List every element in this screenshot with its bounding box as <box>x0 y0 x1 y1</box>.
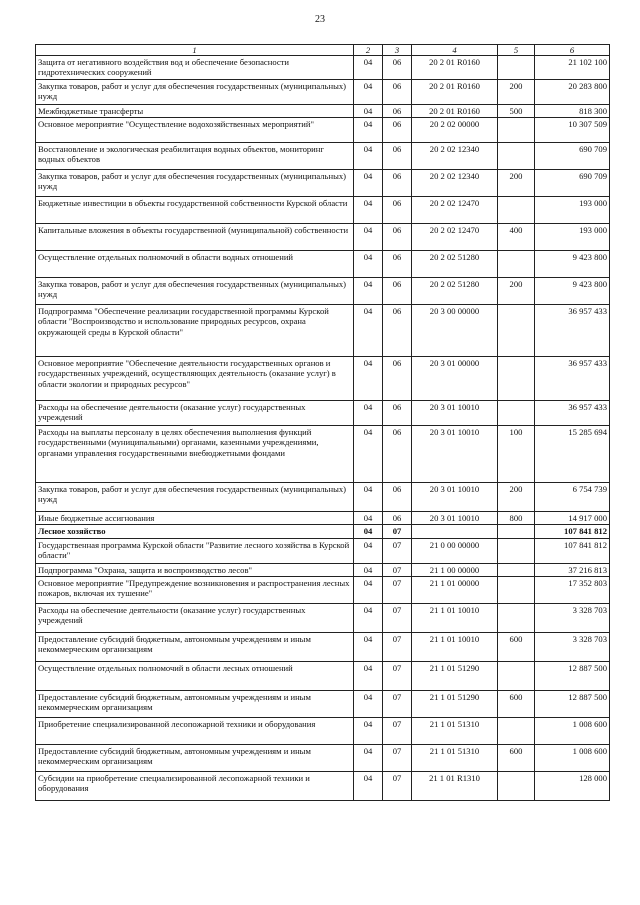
table-row <box>36 771 610 800</box>
cell-expense-type <box>498 603 535 632</box>
cell-expense-type: 400 <box>498 224 535 251</box>
cell-section: 04 <box>354 197 383 224</box>
cell-expense-type <box>498 143 535 170</box>
cell-amount: 1 008 600 <box>535 744 610 771</box>
cell-name: Закупка товаров, работ и услуг для обеспечения государственных (муниципальных) нужд <box>36 483 354 512</box>
cell-name: Расходы на обеспечение деятельности (оказание услуг) государственных учреждений <box>36 603 354 632</box>
cell-expense-type: 100 <box>498 426 535 483</box>
cell-name: Закупка товаров, работ и услуг для обеспечения государственных (муниципальных) нужд <box>36 170 354 197</box>
cell-target-article: 21 1 01 51290 <box>412 690 498 717</box>
cell-subsection: 07 <box>383 661 412 690</box>
cell-name: Лесное хозяйство <box>36 525 354 538</box>
cell-name: Предоставление субсидий бюджетным, автономным учреждениям и иным некоммерческим организациям <box>36 744 354 771</box>
cell-section: 04 <box>354 80 383 105</box>
cell-section: 04 <box>354 603 383 632</box>
cell-target-article: 20 3 00 00000 <box>412 305 498 357</box>
cell-target-article: 20 2 01 R0160 <box>412 56 498 80</box>
cell-subsection: 06 <box>383 305 412 357</box>
cell-expense-type <box>498 251 535 278</box>
cell-subsection: 06 <box>383 80 412 105</box>
cell-name: Иные бюджетные ассигнования <box>36 512 354 525</box>
cell-amount: 3 328 703 <box>535 603 610 632</box>
cell-amount: 9 423 800 <box>535 278 610 305</box>
table-row <box>36 105 610 118</box>
cell-section: 04 <box>354 512 383 525</box>
cell-name: Основное мероприятие "Предупреждение возникновения и распространения лесных пожаров, включая их тушение" <box>36 576 354 603</box>
cell-subsection: 07 <box>383 563 412 576</box>
table-row <box>36 401 610 426</box>
cell-expense-type: 500 <box>498 105 535 118</box>
column-header-target-article: 4 <box>412 45 498 56</box>
cell-expense-type: 600 <box>498 744 535 771</box>
table-row <box>36 357 610 401</box>
table-row <box>36 661 610 690</box>
cell-target-article: 20 2 02 12470 <box>412 224 498 251</box>
cell-section: 04 <box>354 576 383 603</box>
table-row <box>36 170 610 197</box>
cell-expense-type: 200 <box>498 80 535 105</box>
table-row <box>36 305 610 357</box>
cell-section: 04 <box>354 143 383 170</box>
cell-section: 04 <box>354 251 383 278</box>
cell-amount: 37 216 813 <box>535 563 610 576</box>
cell-target-article: 20 2 02 51280 <box>412 278 498 305</box>
cell-expense-type: 200 <box>498 170 535 197</box>
cell-section: 04 <box>354 483 383 512</box>
cell-subsection: 07 <box>383 538 412 563</box>
cell-target-article: 21 0 00 00000 <box>412 538 498 563</box>
cell-amount: 3 328 703 <box>535 632 610 661</box>
cell-target-article: 20 2 01 R0160 <box>412 105 498 118</box>
cell-amount: 14 917 000 <box>535 512 610 525</box>
cell-name: Субсидии на приобретение специализированной лесопожарной техники и оборудования <box>36 771 354 800</box>
cell-expense-type <box>498 717 535 744</box>
cell-name: Расходы на обеспечение деятельности (оказание услуг) государственных учреждений <box>36 401 354 426</box>
cell-expense-type <box>498 525 535 538</box>
cell-section: 04 <box>354 56 383 80</box>
cell-name: Восстановление и экологическая реабилитация водных объектов, мониторинг водных объектов <box>36 143 354 170</box>
cell-section: 04 <box>354 744 383 771</box>
cell-expense-type: 600 <box>498 690 535 717</box>
cell-section: 04 <box>354 717 383 744</box>
column-header-amount: 6 <box>535 45 610 56</box>
cell-amount: 10 307 509 <box>535 118 610 143</box>
cell-amount: 9 423 800 <box>535 251 610 278</box>
cell-expense-type <box>498 357 535 401</box>
table-row <box>36 56 610 80</box>
cell-section: 04 <box>354 690 383 717</box>
cell-expense-type: 800 <box>498 512 535 525</box>
cell-target-article: 21 1 01 00000 <box>412 576 498 603</box>
cell-amount: 6 754 739 <box>535 483 610 512</box>
cell-name: Капитальные вложения в объекты государственной (муниципальной) собственности <box>36 224 354 251</box>
table-row <box>36 525 610 538</box>
cell-expense-type <box>498 576 535 603</box>
cell-target-article: 20 3 01 10010 <box>412 512 498 525</box>
column-header-section: 2 <box>354 45 383 56</box>
cell-target-article: 21 1 01 10010 <box>412 603 498 632</box>
cell-target-article: 20 3 01 10010 <box>412 426 498 483</box>
cell-name: Предоставление субсидий бюджетным, автономным учреждениям и иным некоммерческим организациям <box>36 632 354 661</box>
cell-subsection: 07 <box>383 744 412 771</box>
table-row <box>36 143 610 170</box>
cell-expense-type <box>498 118 535 143</box>
cell-section: 04 <box>354 771 383 800</box>
cell-expense-type: 200 <box>498 483 535 512</box>
cell-name: Предоставление субсидий бюджетным, автономным учреждениям и иным некоммерческим организациям <box>36 690 354 717</box>
cell-target-article: 20 2 01 R0160 <box>412 80 498 105</box>
cell-amount: 690 709 <box>535 170 610 197</box>
cell-amount: 36 957 433 <box>535 401 610 426</box>
cell-target-article: 20 2 02 51280 <box>412 251 498 278</box>
column-header-name: 1 <box>36 45 354 56</box>
table-row <box>36 426 610 483</box>
cell-section: 04 <box>354 357 383 401</box>
cell-name: Подпрограмма "Обеспечение реализации государственной программы Курской области "Воспроизводство и использование природных ресурсов, охрана окружающей среды в Курской области" <box>36 305 354 357</box>
cell-target-article: 21 1 01 51310 <box>412 717 498 744</box>
cell-amount: 818 300 <box>535 105 610 118</box>
cell-expense-type <box>498 563 535 576</box>
cell-subsection: 06 <box>383 143 412 170</box>
cell-section: 04 <box>354 170 383 197</box>
cell-section: 04 <box>354 538 383 563</box>
cell-target-article: 20 2 02 12340 <box>412 170 498 197</box>
cell-amount: 12 887 500 <box>535 661 610 690</box>
cell-name: Защита от негативного воздействия вод и обеспечение безопасности гидротехнических сооружений <box>36 56 354 80</box>
page-number: 23 <box>315 14 325 25</box>
cell-expense-type <box>498 305 535 357</box>
table-row <box>36 717 610 744</box>
column-header-subsection: 3 <box>383 45 412 56</box>
cell-name: Бюджетные инвестиции в объекты государственной собственности Курской области <box>36 197 354 224</box>
cell-expense-type <box>498 197 535 224</box>
budget-table <box>35 44 610 801</box>
cell-subsection: 06 <box>383 512 412 525</box>
cell-target-article: 21 1 01 51310 <box>412 744 498 771</box>
cell-subsection: 07 <box>383 525 412 538</box>
cell-section: 04 <box>354 525 383 538</box>
cell-amount: 193 000 <box>535 197 610 224</box>
cell-target-article <box>412 525 498 538</box>
cell-amount: 1 008 600 <box>535 717 610 744</box>
cell-subsection: 07 <box>383 771 412 800</box>
table-row <box>36 632 610 661</box>
cell-amount: 36 957 433 <box>535 305 610 357</box>
table-row <box>36 576 610 603</box>
cell-subsection: 06 <box>383 401 412 426</box>
cell-subsection: 06 <box>383 105 412 118</box>
cell-amount: 193 000 <box>535 224 610 251</box>
cell-subsection: 06 <box>383 197 412 224</box>
cell-expense-type <box>498 56 535 80</box>
table-row <box>36 603 610 632</box>
cell-expense-type <box>498 401 535 426</box>
cell-subsection: 06 <box>383 118 412 143</box>
cell-amount: 107 841 812 <box>535 525 610 538</box>
cell-section: 04 <box>354 401 383 426</box>
cell-section: 04 <box>354 661 383 690</box>
cell-section: 04 <box>354 278 383 305</box>
cell-subsection: 06 <box>383 251 412 278</box>
cell-amount: 15 285 694 <box>535 426 610 483</box>
cell-target-article: 21 1 01 51290 <box>412 661 498 690</box>
cell-amount: 21 102 100 <box>535 56 610 80</box>
table-row <box>36 483 610 512</box>
cell-name: Закупка товаров, работ и услуг для обеспечения государственных (муниципальных) нужд <box>36 80 354 105</box>
table-body <box>36 56 610 801</box>
cell-section: 04 <box>354 224 383 251</box>
cell-subsection: 06 <box>383 357 412 401</box>
cell-subsection: 06 <box>383 278 412 305</box>
cell-subsection: 07 <box>383 576 412 603</box>
cell-target-article: 20 3 01 10010 <box>412 483 498 512</box>
cell-name: Подпрограмма "Охрана, защита и воспроизводство лесов" <box>36 563 354 576</box>
table-row <box>36 512 610 525</box>
table-row <box>36 563 610 576</box>
table-row <box>36 118 610 143</box>
cell-expense-type: 600 <box>498 632 535 661</box>
cell-amount: 107 841 812 <box>535 538 610 563</box>
table-row <box>36 224 610 251</box>
cell-amount: 36 957 433 <box>535 357 610 401</box>
cell-name: Государственная программа Курской области "Развитие лесного хозяйства в Курской области" <box>36 538 354 563</box>
table-row <box>36 690 610 717</box>
cell-subsection: 07 <box>383 632 412 661</box>
cell-name: Межбюджетные трансферты <box>36 105 354 118</box>
cell-section: 04 <box>354 632 383 661</box>
cell-target-article: 21 1 01 10010 <box>412 632 498 661</box>
cell-expense-type <box>498 661 535 690</box>
cell-target-article: 21 1 00 00000 <box>412 563 498 576</box>
table-row <box>36 197 610 224</box>
table-header-row <box>36 45 610 56</box>
cell-subsection: 06 <box>383 170 412 197</box>
table-row <box>36 278 610 305</box>
table-row <box>36 538 610 563</box>
cell-expense-type <box>498 538 535 563</box>
cell-name: Осуществление отдельных полномочий в области водных отношений <box>36 251 354 278</box>
cell-amount: 20 283 800 <box>535 80 610 105</box>
cell-section: 04 <box>354 305 383 357</box>
cell-subsection: 06 <box>383 224 412 251</box>
cell-subsection: 06 <box>383 426 412 483</box>
cell-subsection: 07 <box>383 690 412 717</box>
column-header-expense-type: 5 <box>498 45 535 56</box>
table-row <box>36 251 610 278</box>
cell-name: Основное мероприятие "Обеспечение деятельности государственных органов и государственных учреждений, осуществляющих деятельность (оказание услуг) в области экологии и природных ресурсов" <box>36 357 354 401</box>
cell-amount: 12 887 500 <box>535 690 610 717</box>
cell-target-article: 21 1 01 R1310 <box>412 771 498 800</box>
table-row <box>36 80 610 105</box>
cell-amount: 17 352 803 <box>535 576 610 603</box>
cell-name: Приобретение специализированной лесопожарной техники и оборудования <box>36 717 354 744</box>
cell-name: Основное мероприятие "Осуществление водохозяйственных мероприятий" <box>36 118 354 143</box>
cell-subsection: 07 <box>383 717 412 744</box>
cell-amount: 128 000 <box>535 771 610 800</box>
cell-subsection: 06 <box>383 56 412 80</box>
cell-target-article: 20 3 01 00000 <box>412 357 498 401</box>
cell-name: Расходы на выплаты персоналу в целях обеспечения выполнения функций государственными (муниципальными) органами, казенными учреждениями, органами управления государственными внебюджетными фондами <box>36 426 354 483</box>
table-row <box>36 744 610 771</box>
cell-target-article: 20 2 02 00000 <box>412 118 498 143</box>
cell-target-article: 20 2 02 12470 <box>412 197 498 224</box>
cell-expense-type: 200 <box>498 278 535 305</box>
cell-name: Осуществление отдельных полномочий в области лесных отношений <box>36 661 354 690</box>
cell-target-article: 20 2 02 12340 <box>412 143 498 170</box>
cell-name: Закупка товаров, работ и услуг для обеспечения государственных (муниципальных) нужд <box>36 278 354 305</box>
cell-subsection: 07 <box>383 603 412 632</box>
cell-subsection: 06 <box>383 483 412 512</box>
cell-target-article: 20 3 01 10010 <box>412 401 498 426</box>
cell-amount: 690 709 <box>535 143 610 170</box>
cell-section: 04 <box>354 426 383 483</box>
cell-section: 04 <box>354 118 383 143</box>
cell-section: 04 <box>354 105 383 118</box>
cell-section: 04 <box>354 563 383 576</box>
cell-expense-type <box>498 771 535 800</box>
